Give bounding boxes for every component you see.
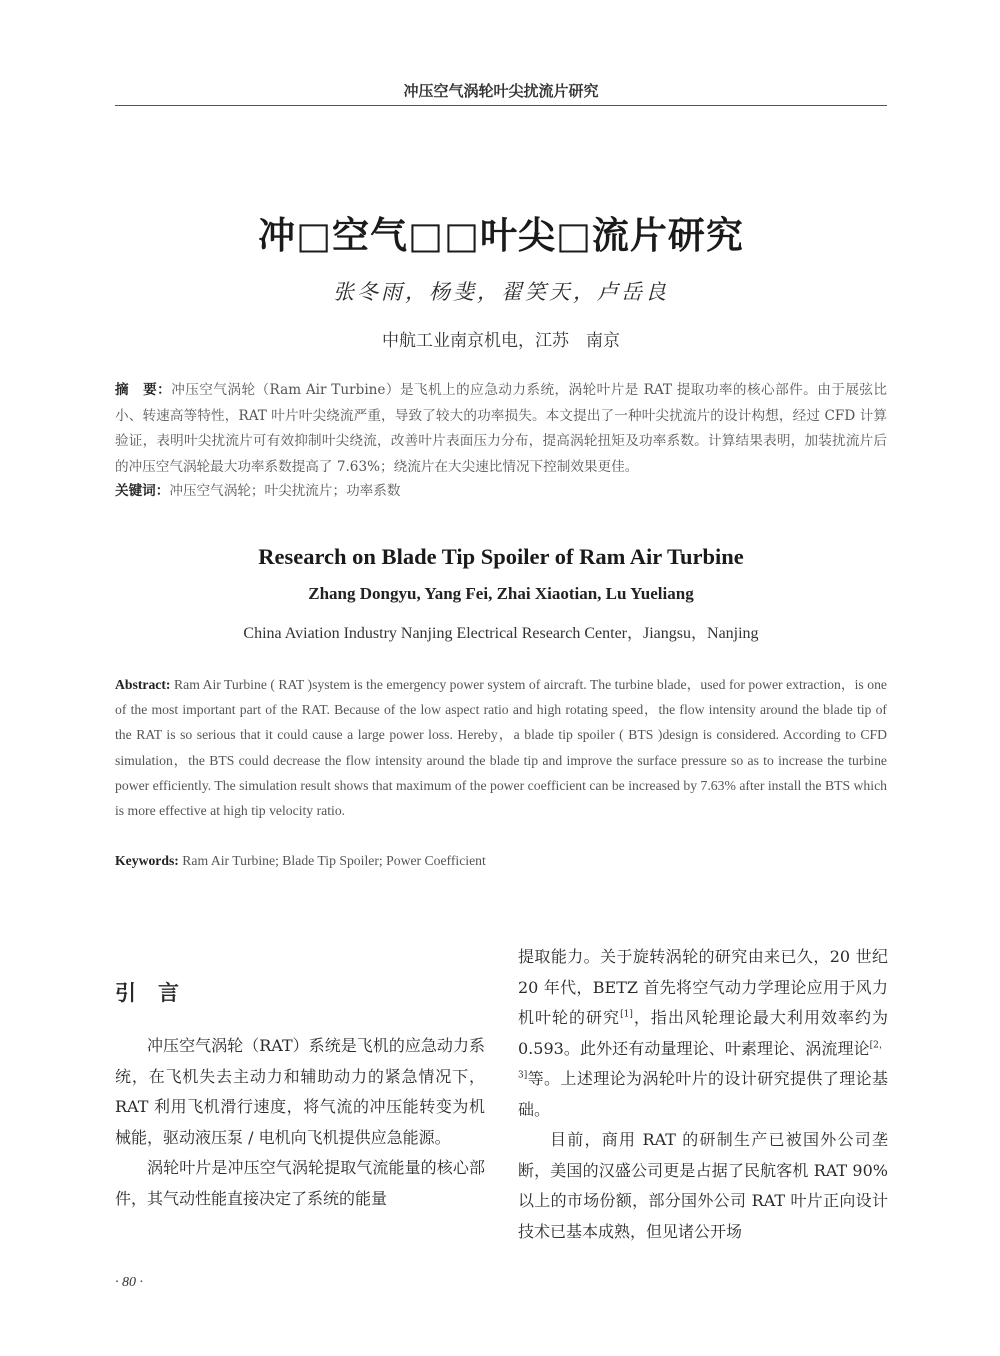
authors: 张冬雨，杨斐，翟笑天，卢岳良 (333, 280, 669, 304)
paper-title: 冲□空气□□叶尖□流片研究 (258, 214, 744, 257)
english-title: Research on Blade Tip Spoiler of Ram Air Turbine (258, 544, 744, 569)
right-paragraph-1-part-c: 等。上述理论为涡轮叶片的设计研究提供了理论基础。 (518, 1069, 888, 1119)
page-number: · 80 · (115, 1275, 143, 1290)
abstract-en-text: Ram Air Turbine ( RAT )system is the emergency power system of aircraft. The turbine blade，used for power extraction，is one of the most important part of the RAT. Because of the low aspect ratio and high rotating speed，the flow intensity around the blade tip of the RAT is so serious that it could cause a large power loss. Hereby，a blade tip spoiler ( BTS )design is considered. According to CFD simulation，the BTS could decrease the flow intensity around the blade tip and improve the surface pressure so as to increase the turbine power efficiently. The simulation result shows that maximum of the power coefficient can be increased by 7.63% after install the BTS which is more effective at high tip velocity ratio. (115, 677, 887, 819)
section-heading-introduction: 引言 (115, 981, 201, 1005)
left-column (115, 942, 485, 1214)
english-authors: Zhang Dongyu, Yang Fei, Zhai Xiaotian, Lu Yueliang (308, 584, 694, 603)
right-paragraph-1-part-a: 提取能力。关于旋转涡轮的研究由来已久，20 世纪 20 年代，BETZ 首先将空气动力学理论应用于风力机叶轮的研究 (518, 947, 888, 1027)
keywords-en (115, 848, 887, 873)
abstract-cn (115, 378, 887, 480)
keywords-cn-label: 关键词： (115, 483, 170, 499)
right-paragraph-2: 目前，商用 RAT 的研制生产已被国外公司垄断，美国的汉盛公司更是占据了民航客机 RAT 90% 以上的市场份额，部分国外公司 RAT 叶片正向设计技术已基本成熟，但见诸公开场 (518, 1130, 888, 1241)
abstract-en-label: Abstract: (115, 677, 171, 692)
keywords-cn-text: 冲压空气涡轮；叶尖扰流片；功率系数 (169, 483, 401, 499)
abstract-en (115, 672, 887, 823)
abstract-cn-text: 冲压空气涡轮（Ram Air Turbine）是飞机上的应急动力系统，涡轮叶片是 RAT 提取功率的核心部件。由于展弦比小、转速高等特性，RAT 叶片叶尖绕流严重，导致了较大的功率损失。本文提出了一种叶尖扰流片的设计构想，经过 CFD 计算验证，表明叶尖扰流片可有效抑制叶尖绕流，改善叶片表面压力分布，提高涡轮扭矩及功率系数。计算结果表明，加装扰流片后的冲压空气涡轮最大功率系数提高了 7.63%；绕流片在大尖速比情况下控制效果更佳。 (115, 382, 888, 475)
affiliation: 中航工业南京机电，江苏 南京 (382, 331, 620, 351)
keywords-en-text: Ram Air Turbine; Blade Tip Spoiler; Power Coefficient (178, 853, 486, 868)
right-paragraph-1 (518, 942, 888, 1125)
running-header: 冲压空气涡轮叶尖扰流片研究 (403, 82, 599, 100)
citation-1[interactable]: [1] (620, 1009, 633, 1020)
keywords-cn (115, 479, 887, 504)
english-affiliation: China Aviation Industry Nanjing Electrical Research Center，Jiangsu，Nanjing (243, 625, 759, 642)
left-paragraph-1: 冲压空气涡轮（RAT）系统是飞机的应急动力系统，在飞机失去主动力和辅助动力的紧急情况下，RAT 利用飞机滑行速度，将气流的冲压能转变为机械能，驱动液压泵 / 电机向飞机提供应急能源。 (115, 1036, 485, 1147)
abstract-cn-label: 摘 要： (115, 382, 172, 398)
left-paragraph-2: 涡轮叶片是冲压空气涡轮提取气流能量的核心部件，其气动性能直接决定了系统的能量 (115, 1158, 485, 1208)
citation-2-3[interactable]: [2，3] (518, 1040, 888, 1081)
right-paragraph-1-part-b: ，指出风轮理论最大利用效率约为 0.593。此外还有动量理论、叶素理论、涡流理论 (518, 1008, 888, 1058)
right-column (518, 942, 888, 1247)
header-rule (115, 105, 887, 106)
keywords-en-label: Keywords: (115, 853, 179, 868)
